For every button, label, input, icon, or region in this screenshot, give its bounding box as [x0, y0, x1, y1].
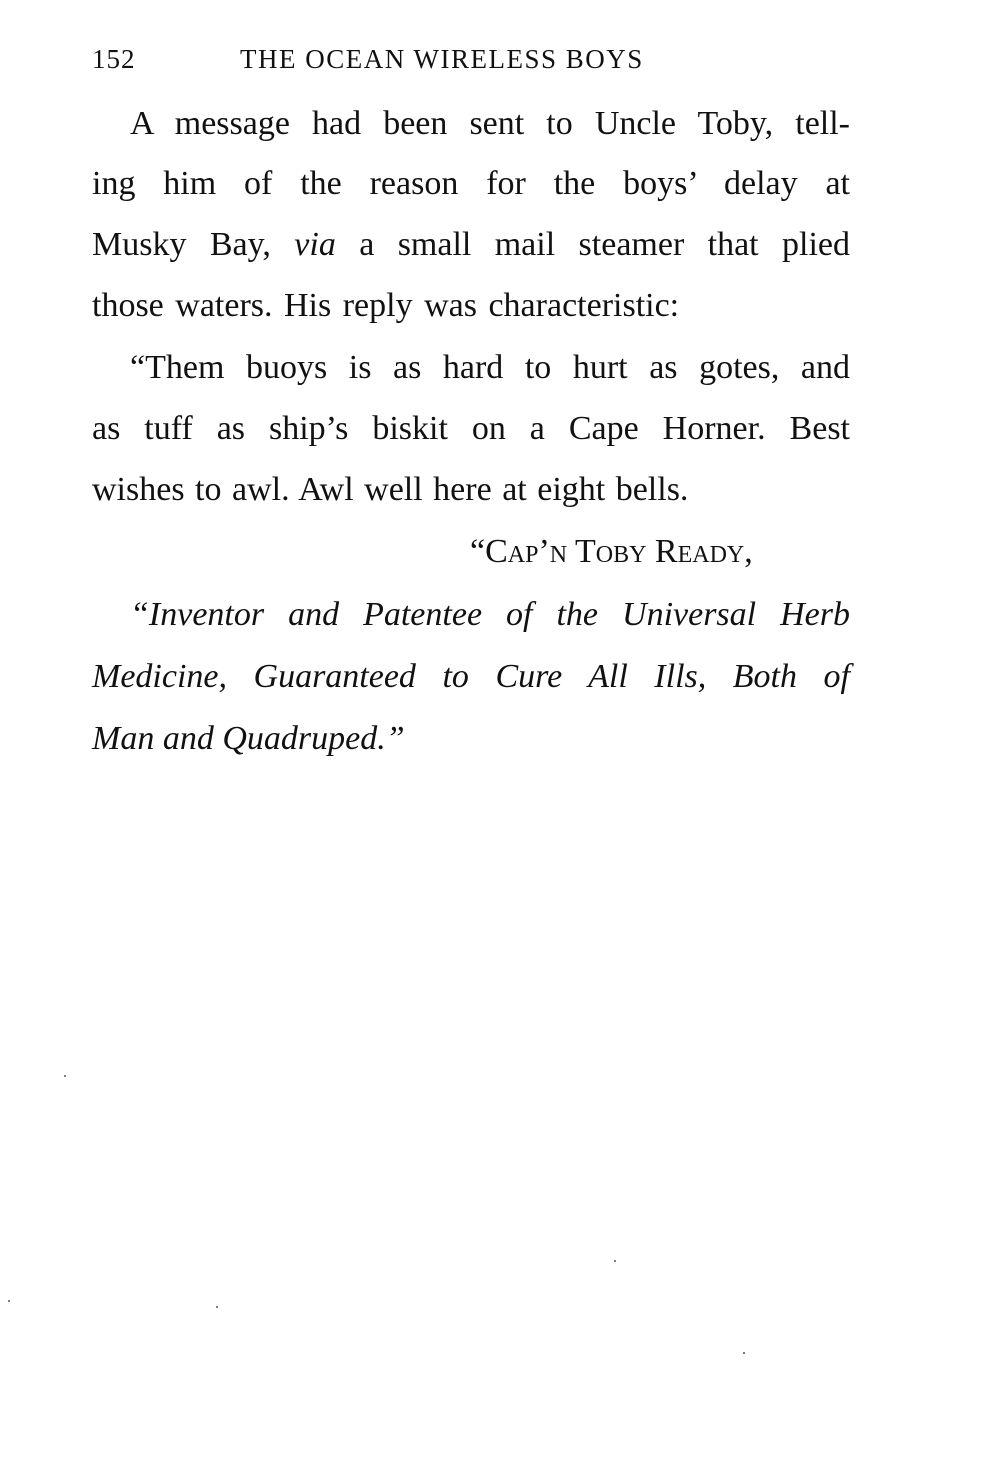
letter-line: “Them buoys is as hard to hurt as gotes, and [130, 349, 850, 386]
signature-title-line: “Inventor and Patentee of the Universal Herb [130, 596, 850, 633]
signature-title-line: Man and Quadruped.” [92, 720, 405, 757]
scan-speck [8, 1300, 10, 1302]
running-head [92, 44, 852, 84]
letter-line: wishes to awl. Awl well here at eight bells. [92, 471, 689, 508]
italic-word: via [294, 226, 336, 263]
paragraph-line: those waters. His reply was characteristic: [92, 287, 680, 324]
signature-name: “Cap’n Toby Ready, [470, 533, 753, 570]
page-number: 152 [92, 44, 136, 74]
running-title: THE OCEAN WIRELESS BOYS [240, 44, 644, 74]
scan-speck [614, 1260, 616, 1262]
signature-title-line: Medicine, Guaranteed to Cure All Ills, Both of [92, 658, 850, 695]
paragraph-line: A message had been sent to Uncle Toby, tell- [130, 105, 850, 142]
paragraph-text: Musky Bay, [92, 226, 295, 263]
scan-speck [216, 1306, 218, 1308]
paragraph-line: ing him of the reason for the boys’ delay at [92, 165, 850, 202]
letter-line: as tuff as ship’s biskit on a Cape Horner. Best [92, 410, 850, 447]
paragraph-line [92, 225, 850, 265]
paragraph-text: a small mail steamer that plied [335, 226, 850, 263]
scan-speck [743, 1352, 745, 1354]
scan-speck [64, 1075, 66, 1077]
